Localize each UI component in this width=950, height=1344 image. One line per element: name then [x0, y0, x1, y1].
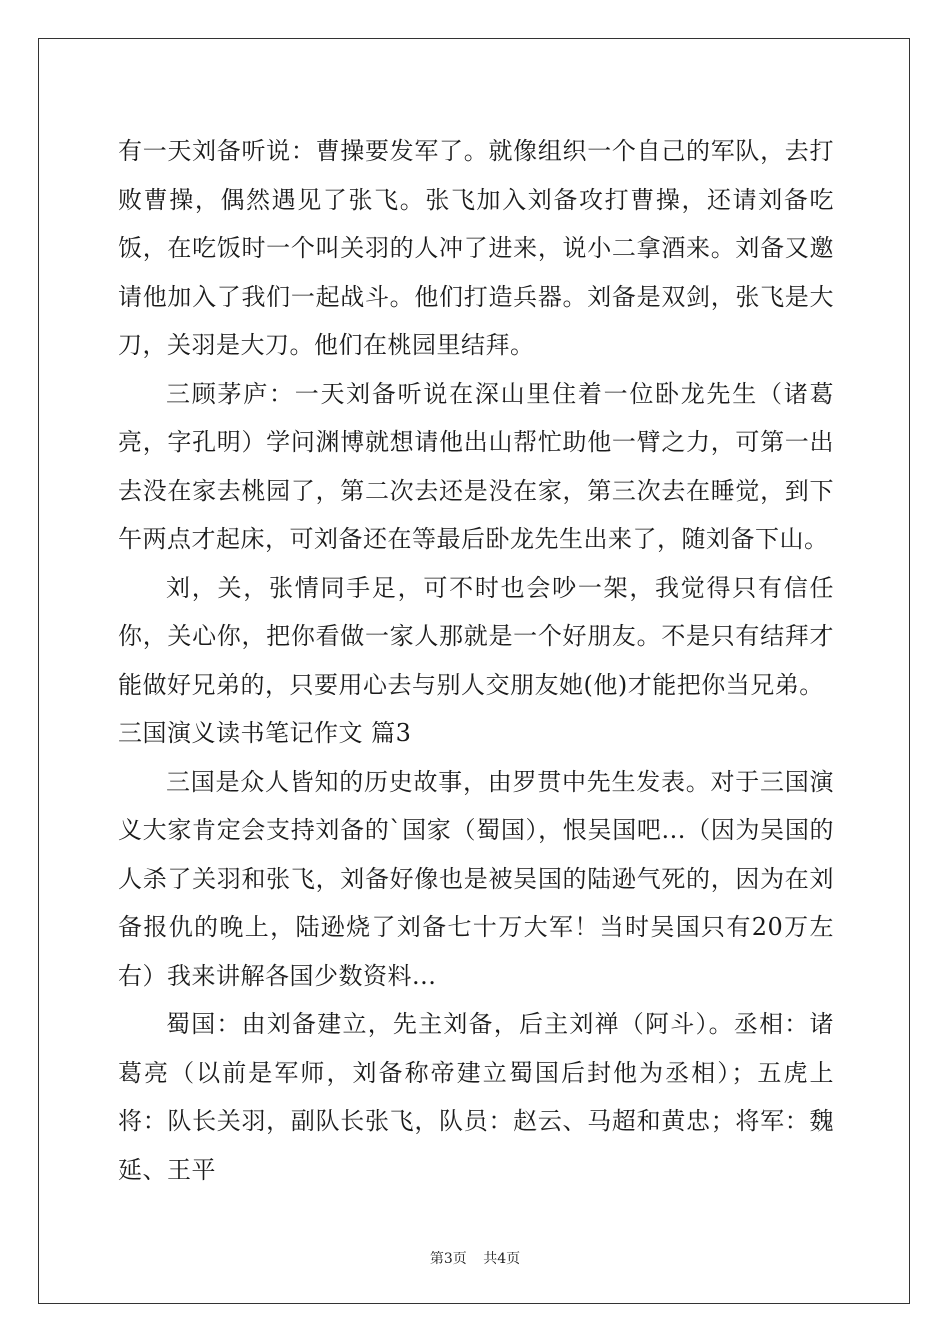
- paragraph-three-kingdoms-intro: 三国是众人皆知的历史故事，由罗贯中先生发表。对于三国演义大家肯定会支持刘备的`国家（蜀国），恨吴国吧...（因为吴国的人杀了关羽和张飞，刘备好像也是被吴国的陆逊气死的，因为在刘备报仇的晚上，陆逊烧了刘备七十万大军！当时吴国只有20万左右）我来讲解各国少数资料...: [118, 767, 834, 990]
- paragraph-brotherhood: 刘，关，张情同手足，可不时也会吵一架，我觉得只有信任你，关心你，把你看做一家人那就是一个好朋友。不是只有结拜才能做好兄弟的，只要用心去与别人交朋友她(他)才能把你当兄弟。: [118, 573, 834, 699]
- paragraph-three-visits: 三顾茅庐：一天刘备听说在深山里住着一位卧龙先生（诸葛亮，字孔明）学问渊博就想请他出山帮忙助他一臂之力，可第一出去没在家去桃园了，第二次去还是没在家，第三次去在睡觉，到下午两点才起床，可刘备还在等最后卧龙先生出来了，随刘备下山。: [118, 379, 834, 553]
- paragraph-shu-kingdom: 蜀国：由刘备建立，先主刘备，后主刘禅（阿斗）。丞相：诸葛亮（以前是军师，刘备称帝建立蜀国后封他为丞相）；五虎上将：队长关羽，副队长张飞，队员：赵云、马超和黄忠；将军：魏延、王平: [118, 1010, 834, 1184]
- document-body: [118, 127, 834, 1194]
- page-footer: [0, 1248, 950, 1268]
- page-number-current: 第3页: [429, 1251, 467, 1267]
- page-number-total: 共4页: [483, 1251, 521, 1267]
- section-heading: 三国演义读书笔记作文 篇3: [118, 719, 412, 747]
- paragraph-peach-garden: 有一天刘备听说：曹操要发军了。就像组织一个自己的军队，去打败曹操，偶然遇见了张飞。张飞加入刘备攻打曹操，还请刘备吃饭，在吃饭时一个叫关羽的人冲了进来，说小二拿酒来。刘备又邀请他加入了我们一起战斗。他们打造兵器。刘备是双剑，张飞是大刀，关羽是大刀。他们在桃园里结拜。: [118, 137, 834, 359]
